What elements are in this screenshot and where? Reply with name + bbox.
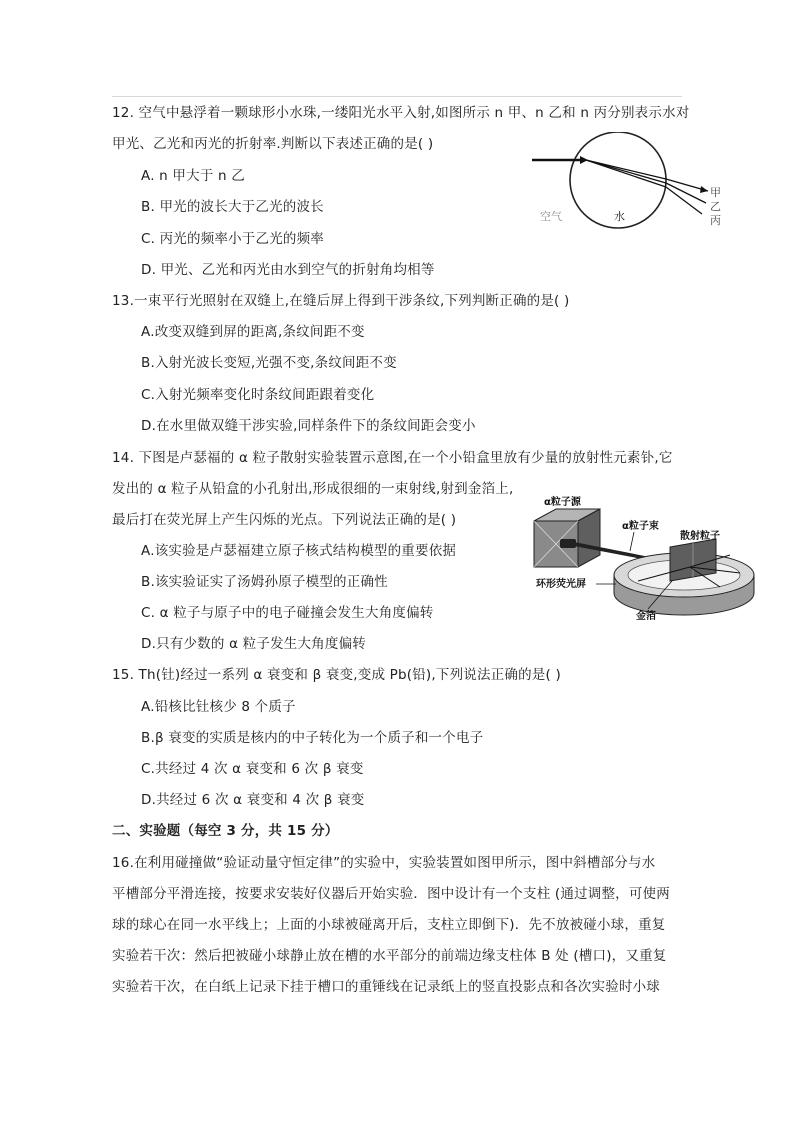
q16-line5: 实验若干次，在白纸上记录下挂于槽口的重锤线在记录纸上的竖直投影点和各次实验时小球 xyxy=(112,979,660,995)
q14-stem-line2: 发出的 α 粒子从铅盒的小孔射出,形成很细的一束射线,射到金箔上, xyxy=(112,481,514,497)
q12-option-d: D. 甲光、乙光和丙光由水到空气的折射角均相等 xyxy=(141,262,435,278)
q15-option-d: D.共经过 6 次 α 衰变和 4 次 β 衰变 xyxy=(141,792,365,808)
label-yi: 乙 xyxy=(710,200,721,213)
q12-option-b: B. 甲光的波长大于乙光的波长 xyxy=(141,199,324,215)
label-scattered: 散射粒子 xyxy=(680,531,720,542)
q16-line2: 平槽部分平滑连接，按要求安装好仪器后开始实验．图中设计有一个支柱 (通过调整，可使两 xyxy=(112,886,670,902)
exit-ray-bing xyxy=(666,187,702,214)
q12-option-c: C. 丙光的频率小于乙光的频率 xyxy=(141,231,325,247)
q12-option-a: A. n 甲大于 n 乙 xyxy=(141,168,245,184)
q15-option-c: C.共经过 4 次 α 衰变和 6 次 β 衰变 xyxy=(141,761,364,777)
rutherford-apparatus-figure xyxy=(530,495,760,625)
q15-option-a: A.铅核比钍核少 8 个质子 xyxy=(141,699,296,715)
q13-option-b: B.入射光波长变短,光强不变,条纹间距不变 xyxy=(141,355,397,371)
label-water: 水 xyxy=(614,210,625,223)
label-jia: 甲 xyxy=(710,186,721,199)
water-droplet-figure xyxy=(530,132,730,232)
q13-option-d: D.在水里做双缝干涉实验,同样条件下的条纹间距会变小 xyxy=(141,418,476,434)
q13-option-c: C.入射光频率变化时条纹间距跟着变化 xyxy=(141,387,375,403)
label-ring-screen: 环形荧光屏 xyxy=(536,579,586,590)
q15-option-b: B.β 衰变的实质是核内的中子转化为一个质子和一个电子 xyxy=(141,730,484,746)
q16-line3: 球的球心在同一水平线上；上面的小球被碰离开后，支柱立即倒下)．先不放被碰小球，重复 xyxy=(112,917,666,933)
q14-option-c: C. α 粒子与原子中的电子碰撞会发生大角度偏转 xyxy=(141,605,434,621)
q14-option-a: A.该实验是卢瑟福建立原子核式结构模型的重要依据 xyxy=(141,543,457,559)
label-gold-foil: 金箔 xyxy=(636,611,656,622)
q13-stem: 13.一束平行光照射在双缝上,在缝后屏上得到干涉条纹,下列判断正确的是( ) xyxy=(112,293,570,309)
q16-line4: 实验若干次：然后把被碰小球静止放在槽的水平部分的前端边缘支柱体 B 处 (槽口)，又重复 xyxy=(112,948,667,964)
q14-stem-line3: 最后打在荧光屏上产生闪烁的光点。下列说法正确的是( ) xyxy=(112,512,457,528)
section-heading: 二、实验题（每空 3 分，共 15 分） xyxy=(112,823,339,839)
label-air: 空气 xyxy=(540,210,562,223)
exit-arrow-jia-icon xyxy=(700,186,708,193)
label-alpha-source: α粒子源 xyxy=(544,497,581,508)
q12-stem-line2: 甲光、乙光和丙光的折射率.判断以下表述正确的是( ) xyxy=(112,136,434,152)
q15-stem: 15. Th(钍)经过一系列 α 衰变和 β 衰变,变成 Pb(铅),下列说法正确的是( ) xyxy=(112,667,561,683)
q14-stem-line1: 14. 下图是卢瑟福的 α 粒子散射实验装置示意图,在一个小铅盒里放有少量的放射性元素钋,它 xyxy=(112,450,673,466)
q14-option-b: B.该实验证实了汤姆孙原子模型的正确性 xyxy=(141,574,388,590)
header-rule xyxy=(112,96,682,97)
q14-option-d: D.只有少数的 α 粒子发生大角度偏转 xyxy=(141,636,366,652)
q13-option-a: A.改变双缝到屏的距离,条纹间距不变 xyxy=(141,324,365,340)
label-alpha-beam: α粒子束 xyxy=(622,521,659,532)
q12-stem-line1: 12. 空气中悬浮着一颗球形小水珠,一缕阳光水平入射,如图所示 n 甲、n 乙和 n 丙分别表示水对 xyxy=(112,105,690,121)
source-hole xyxy=(560,539,576,548)
refracted-ray-bing xyxy=(586,160,666,187)
q16-line1: 16.在利用碰撞做“验证动量守恒定律”的实验中，实验装置如图甲所示，图中斜槽部分与水 xyxy=(112,855,656,871)
label-bing: 丙 xyxy=(710,214,721,227)
